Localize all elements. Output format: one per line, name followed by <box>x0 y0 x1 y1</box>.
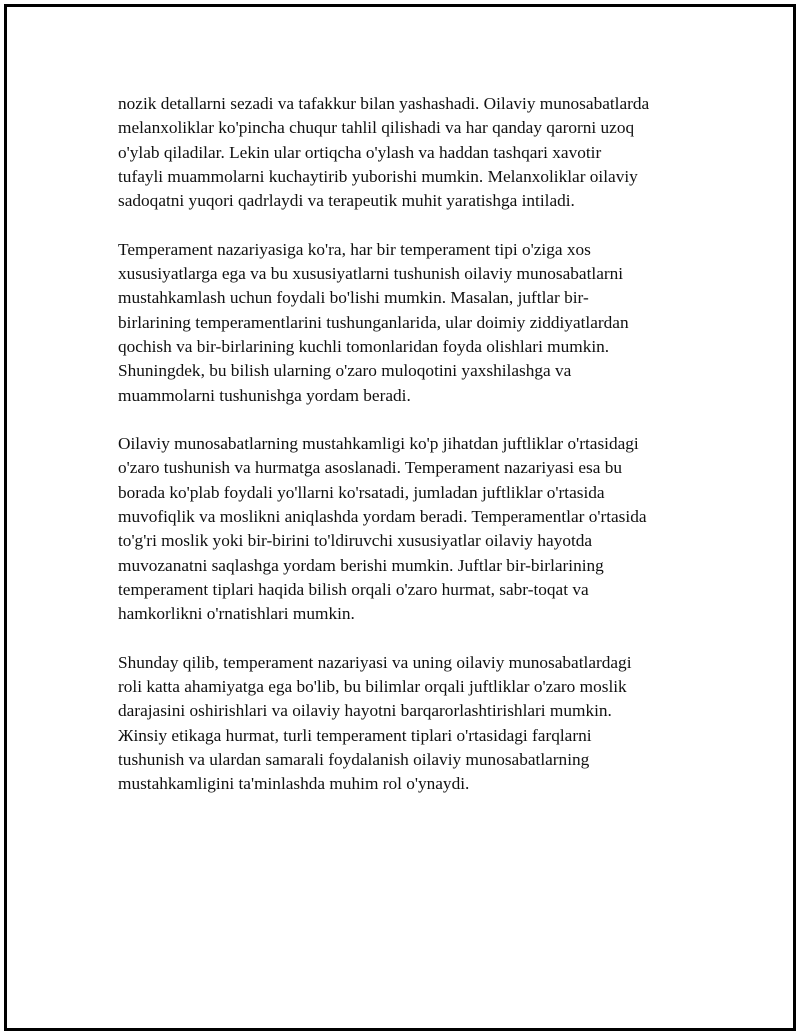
text-line: temperament tiplari haqida bilish orqali o'zaro hurmat, sabr-toqat va <box>118 579 589 599</box>
text-line: Жinsiy etikaga hurmat, turli temperament tiplari o'rtasidagi farqlarni <box>118 725 592 745</box>
text-line: mustahkamlash uchun foydali bo'lishi mumkin. Masalan, juftlar bir- <box>118 288 589 308</box>
text-line: muvozanatni saqlashga yordam berishi mumkin. Juftlar bir-birlarining <box>118 555 604 575</box>
text-line: roli katta ahamiyatga ega bo'lib, bu bilimlar orqali juftliklar o'zaro moslik <box>118 677 627 697</box>
text-line: to'g'ri moslik yoki bir-birini to'ldiruvchi xususiyatlar oilaviy hayotda <box>118 531 593 551</box>
text-line: qochish va bir-birlarining kuchli tomonlaridan foyda olishlari mumkin. <box>118 336 610 356</box>
paragraph-4 <box>118 651 698 797</box>
text-line: Shuningdek, bu bilish ularning o'zaro muloqotini yaxshilashga va <box>118 361 572 381</box>
paragraph-2 <box>118 238 698 408</box>
text-line: nozik detallarni sezadi va tafakkur bilan yashashadi. Oilaviy munosabatlarda <box>118 94 650 113</box>
text-line: sadoqatni yuqori qadrlaydi va terapeutik muhit yaratishga intiladi. <box>118 191 575 211</box>
paragraph-3 <box>118 432 698 626</box>
text-line: o'ylab qiladilar. Lekin ular ortiqcha o'ylash va haddan tashqari xavotir <box>118 142 602 162</box>
text-line: borada ko'plab foydali yo'llarni ko'rsatadi, jumladan juftliklar o'rtasida <box>118 482 605 502</box>
text-line: tushunish va ulardan samarali foydalanish oilaviy munosabatlarning <box>118 750 590 770</box>
text-line: muammolarni tushunishga yordam beradi. <box>118 385 411 405</box>
document-body <box>118 92 698 821</box>
text-line: darajasini oshirishlari va oilaviy hayotni barqarorlashtirishlari mumkin. <box>118 701 612 721</box>
text-line: Shunday qilib, temperament nazariyasi va uning oilaviy munosabatlardagi <box>118 652 632 672</box>
text-line: o'zaro tushunish va hurmatga asoslanadi. Temperament nazariyasi esa bu <box>118 458 623 478</box>
text-line: tufayli muammolarni kuchaytirib yuborishi mumkin. Melanxoliklar oilaviy <box>118 166 638 186</box>
paragraph-1 <box>118 92 698 213</box>
text-line: hamkorlikni o'rnatishlari mumkin. <box>118 604 355 624</box>
text-line: Temperament nazariyasiga ko'ra, har bir temperament tipi o'ziga xos <box>118 239 591 259</box>
text-line: xususiyatlarga ega va bu xususiyatlarni tushunish oilaviy munosabatlarni <box>118 264 624 284</box>
text-line: muvofiqlik va moslikni aniqlashda yordam beradi. Temperamentlar o'rtasida <box>118 507 647 527</box>
text-line: birlarining temperamentlarini tushunganlarida, ular doimiy ziddiyatlardan <box>118 312 629 332</box>
text-line: melanxoliklar ko'pincha chuqur tahlil qilishadi va har qanday qarorni uzoq <box>118 118 635 138</box>
text-line: Oilaviy munosabatlarning mustahkamligi ko'p jihatdan juftliklar o'rtasidagi <box>118 434 639 454</box>
text-line: mustahkamligini ta'minlashda muhim rol o'ynaydi. <box>118 774 470 794</box>
